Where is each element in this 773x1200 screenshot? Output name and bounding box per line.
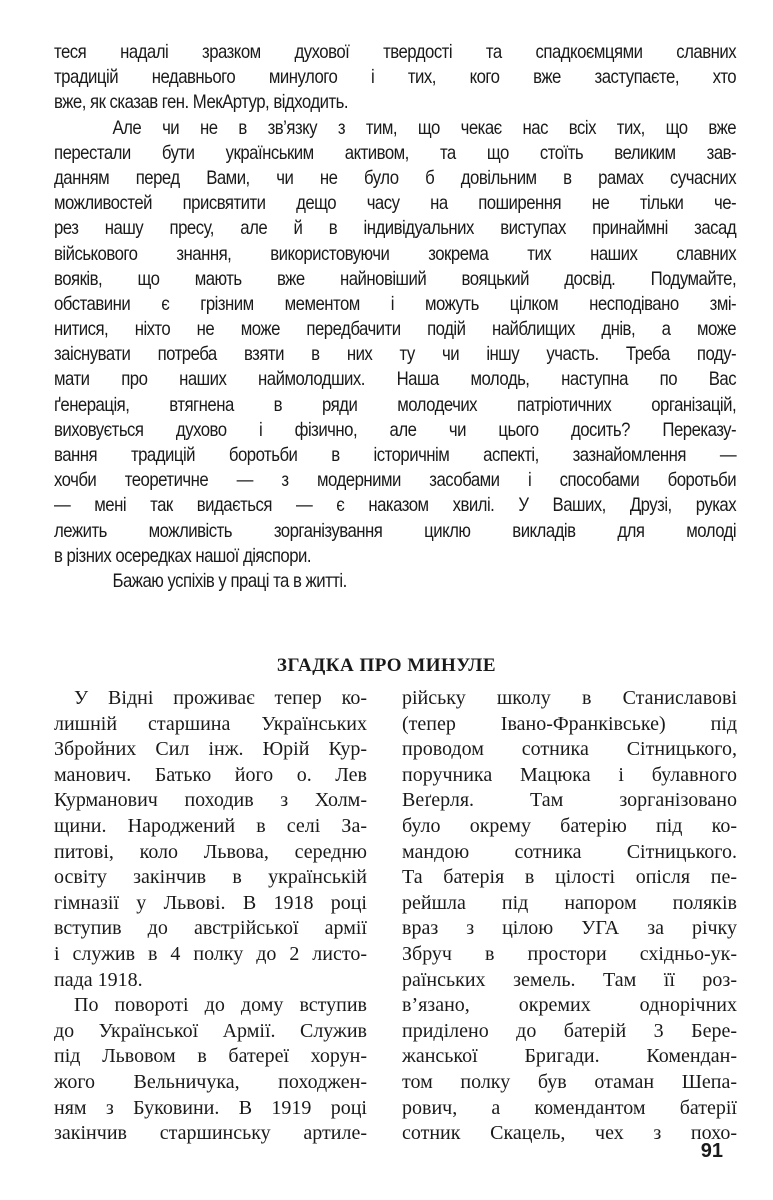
text-line: ням з Буковини. В 1919 році: [54, 1096, 367, 1119]
text-line: було окрему батерію під ко-: [402, 814, 737, 837]
text-line: Бажаю успіхів у праці та в житті.: [112, 569, 347, 592]
article-right-column: [402, 686, 737, 1147]
text-line: манович. Батько його о. Лев: [54, 763, 367, 786]
page-number: 91: [700, 1140, 723, 1162]
text-line: хочби теоретичне — з модерними засобами і способами боротьби: [54, 469, 737, 492]
text-line: військового знання, використовуючи зокрема тих наших славних: [54, 242, 737, 265]
text-line: закінчив старшинську артиле-: [54, 1122, 367, 1145]
text-line: Але чи не в зв’язку з тим, що чекає нас всіх тих, що вже: [112, 116, 737, 139]
text-line: — мені так видається — є наказом хвилі. У Ваших, Друзі, руках: [54, 494, 737, 517]
text-line: виховується духово і фізично, але чи цього досить? Переказу-: [54, 418, 737, 441]
text-line: проводом сотника Сітницького,: [402, 738, 737, 761]
text-line: данням перед Вами, чи не було б довільним в рамах сучасних: [54, 166, 737, 189]
text-line: приділено до батерій 3 Бере-: [402, 1019, 737, 1042]
text-line: жого Вельничука, походжен-: [54, 1070, 367, 1093]
text-line: Курманович походив з Холм-: [54, 789, 367, 812]
text-line: до Української Армії. Служив: [54, 1019, 367, 1042]
text-line: обставини є грізним мементом і можуть цілком несподівано змі-: [54, 292, 737, 315]
text-line: традицій недавнього минулого і тих, кого вже заступаєте, хто: [54, 66, 737, 89]
text-line: Та батерія в цілості опісля пе-: [402, 866, 737, 889]
text-line: раїнських земель. Там її роз-: [402, 968, 737, 991]
text-line: перестали бути українським активом, та що стоїть великим зав-: [54, 141, 737, 164]
text-line: рейшла під напором поляків: [402, 891, 737, 914]
text-line: можливостей присвятити дещо часу на поширення не тільки че-: [54, 192, 737, 215]
text-line: щини. Народжений в селі За-: [54, 814, 367, 837]
text-line: поручника Мацюка і булавного: [402, 763, 737, 786]
text-line: і служив в 4 полку до 2 листо-: [54, 942, 367, 965]
text-line: вання традицій боротьби в історичнім аспекті, зазнайомлення —: [54, 444, 737, 466]
text-line: рез нашу пресу, але й в індивідуальних виступах принаймні засад: [54, 217, 737, 240]
text-line: в різних осередках нашої діяспори.: [54, 544, 312, 567]
text-line: жанської Бригади. Комендан-: [402, 1045, 737, 1068]
text-line: Збруч в простори східньо-ук-: [402, 942, 737, 965]
text-line: нитися, ніхто не може передбачити подій найблищих днів, а може: [54, 318, 737, 341]
text-line: гімназії у Львові. В 1918 році: [54, 891, 367, 914]
article-left-column: [54, 686, 367, 1147]
text-line: рович, а комендантом батерії: [402, 1096, 737, 1119]
text-line: в’язано, окремих однорічних: [402, 994, 737, 1017]
text-line: теся надалі зразком духової твердості та спадкоємцями славних: [54, 41, 737, 63]
text-line: (тепер Івано-Франківське) під: [402, 712, 737, 735]
text-line: заіснувати потреба взяти в них ту чи іншу участь. Треба поду-: [54, 343, 737, 366]
text-line: мандою сотника Сітницького.: [402, 840, 737, 863]
text-line: рійську школу в Станиславові: [402, 687, 737, 709]
text-line: ґенерація, втягнена в ряди молодечих патріотичних організацій,: [54, 393, 737, 416]
text-line: під Львовом в батереї хорун-: [54, 1045, 367, 1068]
text-line: Веґерля. Там зорганізовано: [402, 789, 737, 812]
text-line: пада 1918.: [54, 968, 143, 991]
text-line: У Відні проживає тепер ко-: [74, 687, 367, 709]
text-line: лишній старшина Українських: [54, 712, 367, 735]
text-line: Збройних Сил інж. Юрій Кур-: [54, 738, 367, 761]
text-line: освіту закінчив в українській: [54, 866, 367, 889]
text-line: лежить можливість зорганізування циклю викладів для молоді: [54, 519, 737, 542]
text-line: По повороті до дому вступив: [74, 994, 367, 1017]
text-line: вже, як сказав ген. МекАртур, відходить.: [54, 91, 348, 114]
text-line: питові, коло Львова, середню: [54, 840, 367, 863]
text-line: том полку був отаман Шепа-: [402, 1070, 737, 1093]
text-line: вступив до австрійської армії: [54, 917, 367, 940]
article-heading: ЗГАДКА ПРО МИНУЛЕ: [276, 655, 497, 676]
letter-closing-text: [54, 40, 736, 594]
text-line: мати про наших наймолодших. Наша молодь, наступна по Вас: [54, 368, 737, 391]
text-line: вояків, що мають вже найновіший вояцький досвід. Подумайте,: [54, 267, 737, 290]
text-line: враз з цілою УГА за річку: [402, 917, 737, 940]
text-line: сотник Скацель, чех з похо-: [402, 1122, 737, 1145]
